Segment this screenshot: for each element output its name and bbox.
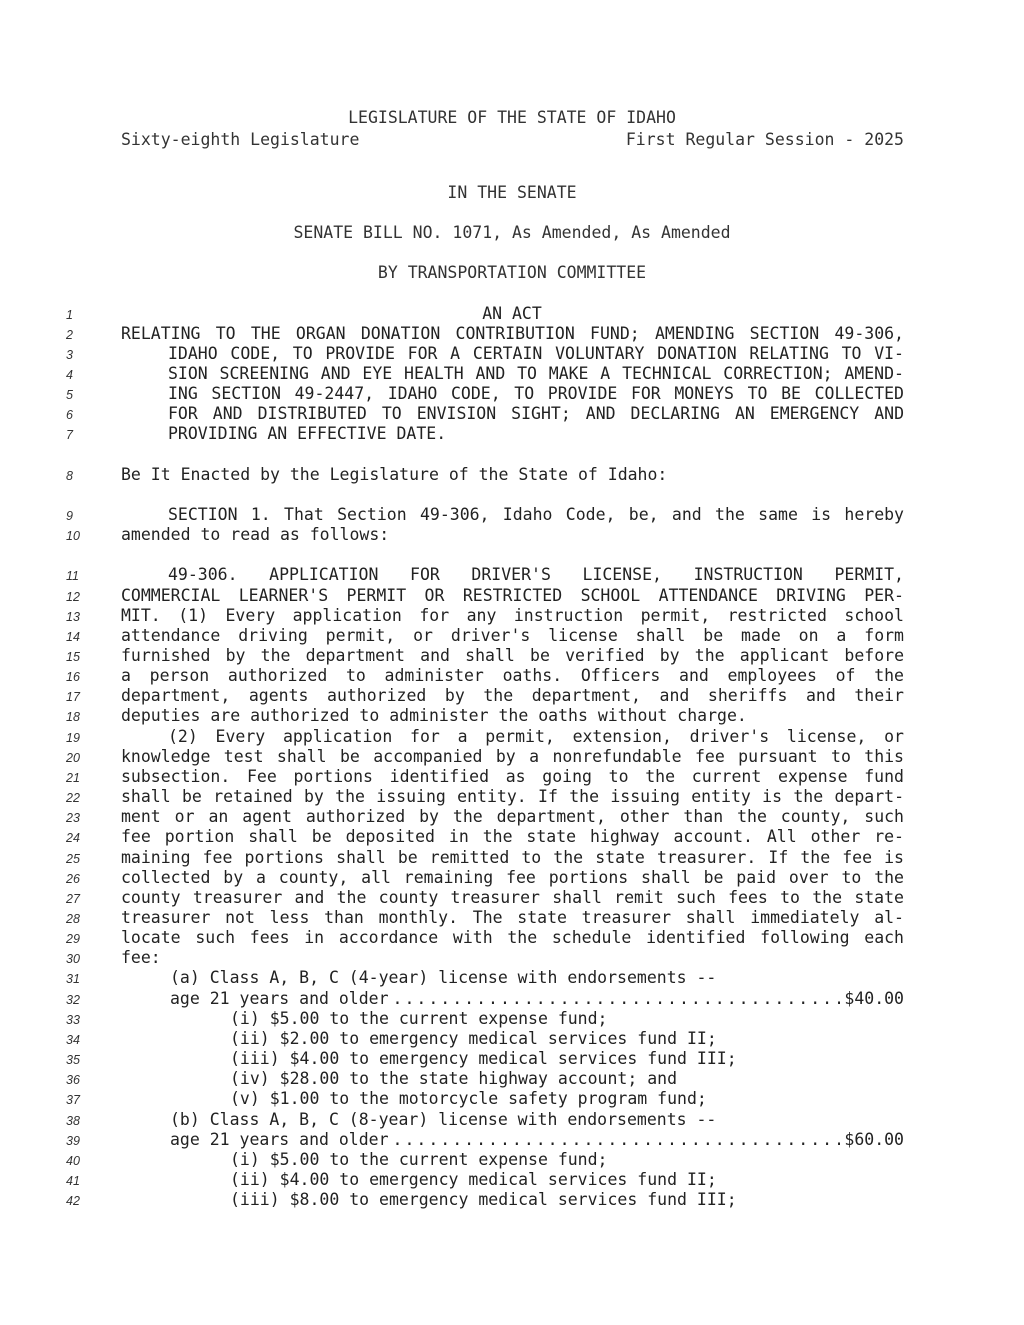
line-number: 38 bbox=[66, 1114, 80, 1128]
text-line: attendance driving permit, or driver's license shall be made on a form bbox=[121, 626, 904, 645]
text-line: maining fee portions shall be remitted to the state treasurer. If the fee is bbox=[121, 848, 904, 867]
text-line: deputies are authorized to administer the oaths without charge. bbox=[121, 706, 747, 725]
text-line: furnished by the department and shall be verified by the applicant before bbox=[121, 646, 904, 665]
act-heading: AN ACT bbox=[482, 304, 542, 323]
session-left: Sixty-eighth Legislature bbox=[121, 130, 360, 149]
line-number: 1 bbox=[66, 308, 73, 322]
line-number: 8 bbox=[66, 469, 73, 483]
line-number: 2 bbox=[66, 328, 73, 342]
text-line: SECTION 1. That Section 49-306, Idaho Code, be, and the same is hereby bbox=[168, 505, 904, 524]
line-number: 11 bbox=[66, 569, 79, 583]
line-number: 5 bbox=[66, 388, 73, 402]
fee-label: age 21 years and older bbox=[170, 989, 389, 1008]
line-number: 35 bbox=[66, 1053, 80, 1067]
text-line: amended to read as follows: bbox=[121, 525, 390, 544]
fee-allocation: (ii) $2.00 to emergency medical services fund II; bbox=[230, 1029, 717, 1048]
line-number: 3 bbox=[66, 348, 73, 362]
fee-allocation: (iv) $28.00 to the state highway account; and bbox=[230, 1069, 678, 1088]
fee-allocation: (ii) $4.00 to emergency medical services fund II; bbox=[230, 1170, 717, 1189]
fee-allocation: (v) $1.00 to the motorcycle safety program fund; bbox=[230, 1089, 707, 1108]
text-line: IDAHO CODE, TO PROVIDE FOR A CERTAIN VOLUNTARY DONATION RELATING TO VI- bbox=[168, 344, 904, 363]
fee-allocation: (iii) $8.00 to emergency medical services fund III; bbox=[230, 1190, 737, 1209]
fee-item-heading: (a) Class A, B, C (4-year) license with endorsements -- bbox=[170, 968, 717, 987]
line-number: 30 bbox=[66, 952, 80, 966]
line-number: 6 bbox=[66, 408, 73, 422]
text-line: subsection. Fee portions identified as going to the current expense fund bbox=[121, 767, 904, 786]
line-number: 7 bbox=[66, 428, 73, 442]
fee-amount-line bbox=[170, 989, 904, 1008]
line-number: 32 bbox=[66, 993, 80, 1007]
line-number: 4 bbox=[66, 368, 73, 382]
line-number: 31 bbox=[66, 972, 80, 986]
chamber: IN THE SENATE bbox=[447, 183, 577, 202]
fee-allocation: (i) $5.00 to the current expense fund; bbox=[230, 1009, 608, 1028]
text-line: fee: bbox=[121, 948, 161, 967]
line-number: 15 bbox=[66, 650, 80, 664]
text-line: shall be retained by the issuing entity. If the issuing entity is the depart- bbox=[121, 787, 904, 806]
line-number: 37 bbox=[66, 1093, 80, 1107]
text-line: knowledge test shall be accompanied by a nonrefundable fee pursuant to this bbox=[121, 747, 904, 766]
fee-allocation: (iii) $4.00 to emergency medical services fund III; bbox=[230, 1049, 737, 1068]
text-line: ING SECTION 49-2447, IDAHO CODE, TO PROVIDE FOR MONEYS TO BE COLLECTED bbox=[168, 384, 904, 403]
line-number: 12 bbox=[66, 590, 80, 604]
text-line: SION SCREENING AND EYE HEALTH AND TO MAKE A TECHNICAL CORRECTION; AMEND- bbox=[168, 364, 904, 383]
text-line: fee portion shall be deposited in the state highway account. All other re- bbox=[121, 827, 904, 846]
line-number: 19 bbox=[66, 731, 80, 745]
line-number: 33 bbox=[66, 1013, 80, 1027]
line-number: 39 bbox=[66, 1134, 80, 1148]
fee-amount-line bbox=[170, 1130, 904, 1149]
fee-item-heading: (b) Class A, B, C (8-year) license with endorsements -- bbox=[170, 1110, 717, 1129]
text-line: PROVIDING AN EFFECTIVE DATE. bbox=[168, 424, 447, 443]
line-number: 16 bbox=[66, 670, 80, 684]
text-line: 49-306. APPLICATION FOR DRIVER'S LICENSE, INSTRUCTION PERMIT, bbox=[168, 565, 904, 584]
sponsor: BY TRANSPORTATION COMMITTEE bbox=[377, 263, 647, 282]
fee-allocation: (i) $5.00 to the current expense fund; bbox=[230, 1150, 608, 1169]
line-number: 41 bbox=[66, 1174, 80, 1188]
line-number: 28 bbox=[66, 912, 80, 926]
text-line: locate such fees in accordance with the schedule identified following each bbox=[121, 928, 904, 947]
line-number: 29 bbox=[66, 932, 80, 946]
line-number: 23 bbox=[66, 811, 80, 825]
fee-amount: $40.00 bbox=[844, 989, 904, 1008]
line-number: 27 bbox=[66, 892, 80, 906]
fee-label: age 21 years and older bbox=[170, 1130, 389, 1149]
text-line: collected by a county, all remaining fee portions shall be paid over to the bbox=[121, 868, 904, 887]
line-number: 26 bbox=[66, 872, 80, 886]
line-number: 10 bbox=[66, 529, 80, 543]
text-line: COMMERCIAL LEARNER'S PERMIT OR RESTRICTED SCHOOL ATTENDANCE DRIVING PER- bbox=[121, 586, 904, 605]
text-line: MIT. (1) Every application for any instruction permit, restricted school bbox=[121, 606, 904, 625]
text-line: a person authorized to administer oaths. Officers and employees of the bbox=[121, 666, 904, 685]
text-line: treasurer not less than monthly. The state treasurer shall immediately al- bbox=[121, 908, 904, 927]
line-number: 20 bbox=[66, 751, 80, 765]
line-number: 21 bbox=[66, 771, 80, 785]
line-number: 18 bbox=[66, 710, 80, 724]
bill-title: SENATE BILL NO. 1071, As Amended, As Amended bbox=[293, 223, 731, 242]
text-line: RELATING TO THE ORGAN DONATION CONTRIBUTION FUND; AMENDING SECTION 49-306, bbox=[121, 324, 904, 343]
line-number: 25 bbox=[66, 852, 80, 866]
line-number: 34 bbox=[66, 1033, 80, 1047]
line-number: 13 bbox=[66, 610, 80, 624]
text-line: FOR AND DISTRIBUTED TO ENVISION SIGHT; AND DECLARING AN EMERGENCY AND bbox=[168, 404, 904, 423]
line-number: 42 bbox=[66, 1194, 80, 1208]
enacting-clause: Be It Enacted by the Legislature of the State of Idaho: bbox=[121, 465, 668, 484]
text-line: county treasurer and the county treasurer shall remit such fees to the state bbox=[121, 888, 904, 907]
text-line: ment or an agent authorized by the department, other than the county, such bbox=[121, 807, 904, 826]
line-number: 9 bbox=[66, 509, 73, 523]
legislature-title: LEGISLATURE OF THE STATE OF IDAHO bbox=[348, 108, 676, 127]
line-number: 40 bbox=[66, 1154, 80, 1168]
line-number: 17 bbox=[66, 690, 80, 704]
line-number: 14 bbox=[66, 630, 80, 644]
text-line: department, agents authorized by the department, and sheriffs and their bbox=[121, 686, 904, 705]
session-right: First Regular Session - 2025 bbox=[625, 130, 904, 149]
line-number: 24 bbox=[66, 831, 80, 845]
line-number: 22 bbox=[66, 791, 80, 805]
line-number: 36 bbox=[66, 1073, 80, 1087]
fee-amount: $60.00 bbox=[844, 1130, 904, 1149]
text-line: (2) Every application for a permit, extension, driver's license, or bbox=[168, 727, 904, 746]
